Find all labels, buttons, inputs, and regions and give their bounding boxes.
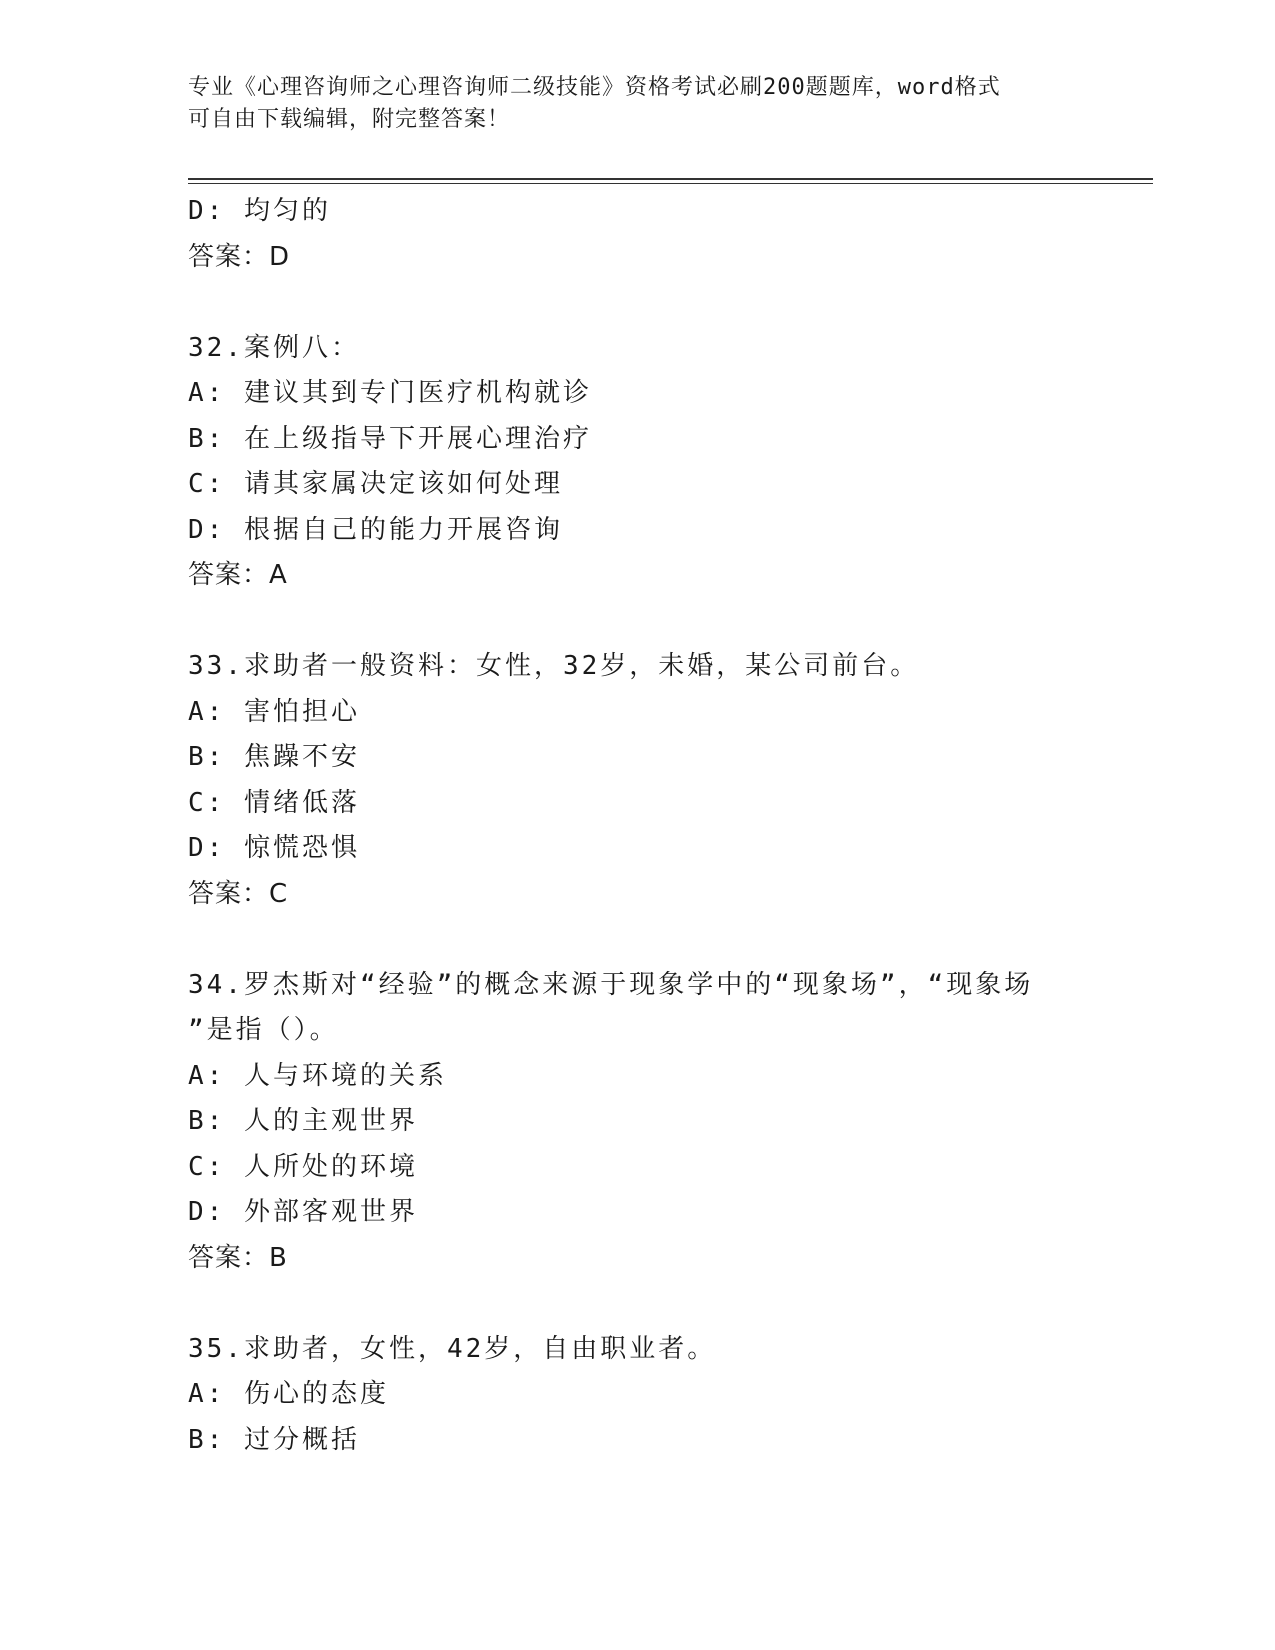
option-a: A: 人与环境的关系: [188, 1060, 447, 1091]
option-a: A: 伤心的态度: [188, 1379, 389, 1409]
option-d: D: 惊慌恐惧: [188, 833, 360, 863]
option-b: B: 焦躁不安: [188, 742, 360, 772]
question-block: [188, 963, 1148, 1282]
answer-line: 答案：B: [188, 1242, 288, 1273]
spacer: [188, 1281, 1148, 1327]
question-block: [188, 326, 1148, 599]
question-list: [188, 189, 1148, 1463]
option-c: C: 请其家属决定该如何处理: [188, 469, 563, 499]
spacer: [188, 280, 1148, 326]
header-divider-thin: [188, 183, 1153, 184]
answer-line: 答案：D: [188, 241, 291, 272]
question-text: 33.求助者一般资料：女性，32岁，未婚，某公司前台。: [188, 651, 920, 681]
answer-line: 答案：A: [188, 560, 288, 590]
header-line-1: 专业《心理咨询师之心理咨询师二级技能》资格考试必刷200题题库，word格式: [188, 75, 1001, 100]
option-d: D: 外部客观世界: [188, 1197, 418, 1227]
question-text: 34.罗杰斯对“经验”的概念来源于现象学中的“现象场”，“现象场: [188, 969, 1034, 1000]
option-c: C: 人所处的环境: [188, 1151, 418, 1182]
question-text-continued: ”是指（）。: [188, 1015, 339, 1045]
question-block: [188, 189, 1148, 280]
question-block: [188, 644, 1148, 917]
option-a: A: 害怕担心: [188, 696, 360, 727]
option-b: B: 过分概括: [188, 1424, 360, 1455]
question-text: 35.求助者，女性，42岁，自由职业者。: [188, 1333, 717, 1364]
spacer: [188, 599, 1148, 645]
spacer: [188, 917, 1148, 963]
option-b: B: 人的主观世界: [188, 1106, 418, 1136]
option-b: B: 在上级指导下开展心理治疗: [188, 423, 592, 454]
option-c: C: 情绪低落: [188, 787, 360, 818]
option-d: D: 根据自己的能力开展咨询: [188, 514, 563, 545]
document-header: [188, 72, 1088, 136]
answer-line: 答案：C: [188, 878, 289, 909]
question-block: [188, 1327, 1148, 1464]
option-a: A: 建议其到专门医疗机构就诊: [188, 378, 592, 408]
header-line-2: 可自由下载编辑，附完整答案！: [188, 107, 511, 132]
header-divider-thick: [188, 178, 1153, 180]
question-text: 32.案例八：: [188, 332, 360, 363]
option-d: D: 均匀的: [188, 196, 331, 226]
